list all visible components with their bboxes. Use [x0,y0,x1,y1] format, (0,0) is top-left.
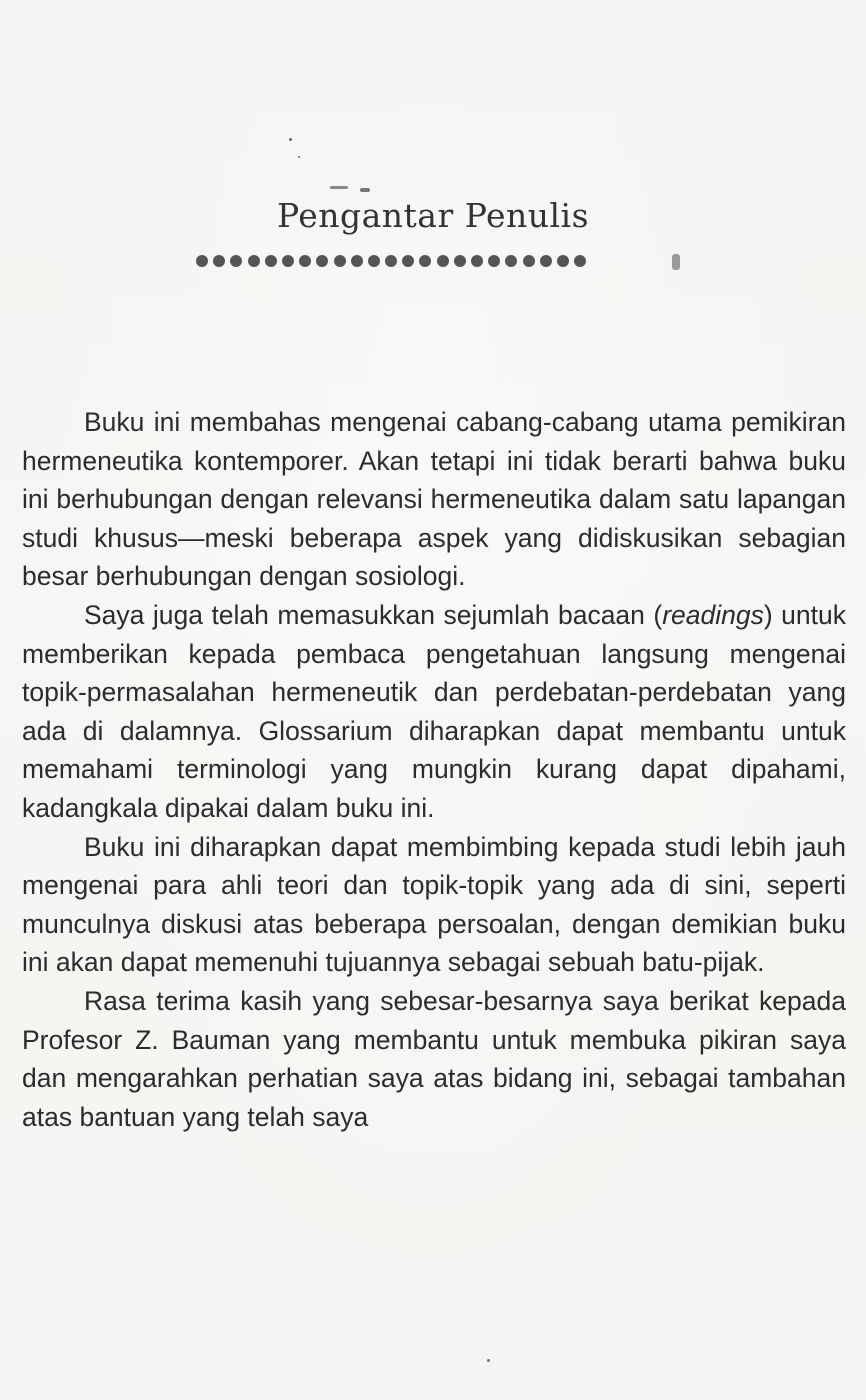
paragraph-2-after: ) untuk memberikan kepada pembaca pengetahuan langsung mengenai topik-permasalahan hermeneutik dan perdebatan-perdebatan yang ada di dalamnya. Glossarium diharapkan dapat membantu untuk memahami terminologi yang mungkin kurang dapat dipahami, kadangkala dipakai dalam buku ini. [22,599,846,823]
paragraph-2-before: Saya juga telah memasukkan sejumlah bacaan ( [84,599,663,630]
ornament-dot [419,255,431,267]
paragraph-2 [22,596,846,828]
ornament-dot [505,255,517,267]
scan-speck [672,254,680,270]
ornament-dot [385,255,397,267]
ornament-dot [488,255,500,267]
scan-speck [289,138,292,141]
ornament-dot [437,255,449,267]
ornament-dot [213,255,225,267]
scan-speck [360,188,370,192]
page-title: Pengantar Penulis [276,196,590,235]
ornament-dot [282,255,294,267]
ornament-dot [299,255,311,267]
scan-speck [298,156,300,158]
ornament-dot [368,255,380,267]
ornament-dot [540,255,552,267]
ornament-dot [230,255,242,267]
ornament-dot [557,255,569,267]
ornament-dot [196,255,208,267]
ornament-dot [454,255,466,267]
ornament-dot [248,255,260,267]
ornament-dot [471,255,483,267]
ornament-dot [334,255,346,267]
title-ornament-dots [196,254,676,268]
ornament-dot [265,255,277,267]
ornament-dot [574,255,586,267]
paragraph-3: Buku ini diharapkan dapat membimbing kepada studi lebih jauh mengenai para ahli teori dan topik-topik yang ada di sini, seperti munculnya diskusi atas beberapa persoalan, dengan demikian buku ini akan dapat memenuhi tujuannya sebagai sebuah batu-pijak. [22,831,846,978]
body-text [22,403,846,1136]
scan-speck [487,1359,490,1362]
ornament-dot [316,255,328,267]
ornament-dot [402,255,414,267]
ornament-dot [523,255,535,267]
paragraph-1: Buku ini membahas mengenai cabang-cabang utama pemikiran hermeneutika kontemporer. Akan tetapi ini tidak berarti bahwa buku ini berhubungan dengan relevansi hermeneutika dalam satu lapangan studi khusus—meski beberapa aspek yang didiskusikan sebagian besar berhubungan dengan sosiologi. [22,407,846,592]
paragraph-4: Rasa terima kasih yang sebesar-besarnya saya berikat kepada Profesor Z. Bauman yang membantu untuk membuka pikiran saya dan mengarahkan perhatian saya atas bidang ini, sebagai tambahan atas bantuan yang telah saya [22,985,846,1132]
scan-speck [330,186,348,189]
ornament-dot [351,255,363,267]
paragraph-2-emphasis: readings [662,599,764,630]
